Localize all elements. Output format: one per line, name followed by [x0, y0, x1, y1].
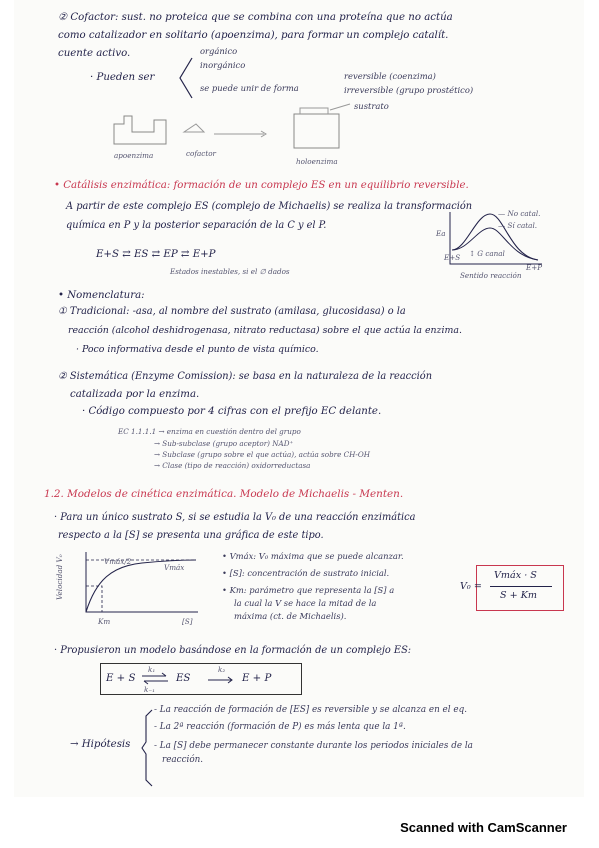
fraction-bar: [490, 586, 552, 587]
text-line: · Código compuesto por 4 cifras con el prefijo EC delante.: [82, 406, 382, 417]
text-line: · Propusieron un modelo basándose en la formación de un complejo ES:: [54, 645, 412, 656]
text-line: química en P y la posterior separación de la C y el P.: [66, 220, 327, 231]
text-line: → Subclase (grupo sobre el que actúa), actúa sobre CH-OH: [154, 450, 371, 459]
heading-catalisis: • Catálisis enzimática: formación de un complejo ES en un equilibrio reversible.: [54, 180, 469, 191]
label-ep: E+P: [526, 263, 543, 272]
text-line: - La reacción de formación de [ES] es reversible y se alcanza en el eq.: [154, 705, 468, 715]
text-line: se puede unir de forma: [200, 83, 299, 93]
text-line: A partir de este complejo ES (complejo de Michaelis) se realiza la transformación: [66, 201, 473, 212]
text-line: • Vmáx: V₀ máxima que se puede alcanzar.: [222, 551, 404, 561]
section-heading: 1.2. Modelos de cinética enzimática. Modelo de Michaelis - Menten.: [44, 488, 404, 500]
text-line: orgánico: [200, 46, 238, 56]
text-line: ② Sistemática (Enzyme Comission): se basa en la naturaleza de la reacción: [58, 371, 432, 382]
text-line: ② Cofactor: sust. no proteica que se combina con una proteína que no actúa: [58, 12, 453, 23]
scheme-k-1: k₋₁: [144, 685, 156, 694]
legend-no-catal: — No catal.: [498, 209, 541, 218]
text-line: máxima (ct. de Michaelis).: [234, 611, 347, 621]
text-line: ① Tradicional: -asa, al nombre del sustrato (amilasa, glucosidasa) o la: [58, 306, 406, 317]
scheme-k1: k₁: [148, 665, 156, 674]
text-line: sustrato: [354, 101, 389, 111]
text-line: holoenzima: [296, 157, 338, 166]
label-ea: Ea: [436, 229, 446, 238]
scanned-page: [14, 0, 584, 797]
text-line: irreversible (grupo prostético): [344, 85, 474, 95]
formula-numerator: Vmáx · S: [494, 570, 537, 581]
text-line: inorgánico: [200, 60, 246, 70]
text-line: reacción.: [162, 755, 204, 765]
text-line: reacción (alcohol deshidrogenasa, nitrato reductasa) sobre el que actúa la enzima.: [68, 325, 462, 336]
label-es: E+S: [444, 253, 461, 262]
text-line: la cual la V se hace la mitad de la: [234, 598, 377, 608]
text-line: reversible (coenzima): [344, 71, 436, 81]
formula-lhs: V₀ =: [460, 581, 482, 592]
label-s: [S]: [182, 617, 193, 626]
text-line: cofactor: [186, 149, 216, 158]
text-line: → Sub-subclase (grupo aceptor) NAD⁺: [154, 439, 294, 448]
y-axis-label: Velocidad V₀: [55, 554, 64, 600]
label-gcanal: ↕ G canal: [469, 249, 505, 258]
scheme-left: E + S: [106, 673, 136, 684]
text-line: Estados inestables, si el ∅ dados: [170, 267, 290, 276]
label-vmax: Vmáx: [164, 563, 185, 572]
text-line: como catalizador en solitario (apoenzima), para formar un complejo catalít.: [58, 30, 449, 41]
brace-icon: [142, 708, 154, 788]
brace-icon: [176, 56, 196, 100]
scanner-watermark: Scanned with CamScanner: [400, 820, 567, 835]
formula-denominator: S + Km: [500, 590, 537, 601]
text-line: • Km: parámetro que representa la [S] a: [222, 585, 395, 595]
text-line: EC 1.1.1.1 → enzima en cuestión dentro del grupo: [118, 427, 301, 436]
reaction-equation: E+S ⇄ ES ⇄ EP ⇄ E+P: [96, 249, 216, 260]
text-line: apoenzima: [114, 151, 154, 160]
x-axis-label: Sentido reacción: [460, 271, 522, 280]
label-half: Vmáx/2: [104, 557, 132, 566]
scheme-right: E + P: [242, 673, 272, 684]
scheme-mid: ES: [176, 673, 191, 684]
text-line: catalizada por la enzima.: [70, 389, 200, 400]
forward-arrow-icon: [206, 676, 236, 684]
michaelis-menten-graph: [82, 550, 202, 620]
text-line: → Clase (tipo de reacción) oxidorreductasa: [154, 461, 311, 470]
text-line: · Poco informativa desde el punto de vista químico.: [76, 344, 319, 355]
text-line: - La 2ª reacción (formación de P) es más lenta que la 1ª.: [154, 722, 406, 732]
text-line: - La [S] debe permanecer constante durante los periodos iniciales de la: [154, 741, 473, 751]
label-km: Km: [98, 617, 111, 626]
text-line: · Pueden ser: [90, 72, 155, 83]
text-line: [54, 180, 469, 192]
text-line: • [S]: concentración de sustrato inicial.: [222, 568, 390, 578]
scheme-k2: k₂: [218, 665, 226, 674]
text-line: cuente activo.: [58, 48, 131, 59]
text-line: · Para un único sustrato S, si se estudia la V₀ de una reacción enzimática: [54, 512, 416, 523]
equilibrium-arrow-icon: [140, 673, 170, 683]
text-line: → Hipótesis: [70, 739, 131, 750]
legend-si-catal: — Sí catal.: [498, 221, 538, 230]
text-line: • Nomenclatura:: [58, 290, 145, 301]
text-line: respecto a la [S] se presenta una gráfica de este tipo.: [58, 530, 324, 541]
